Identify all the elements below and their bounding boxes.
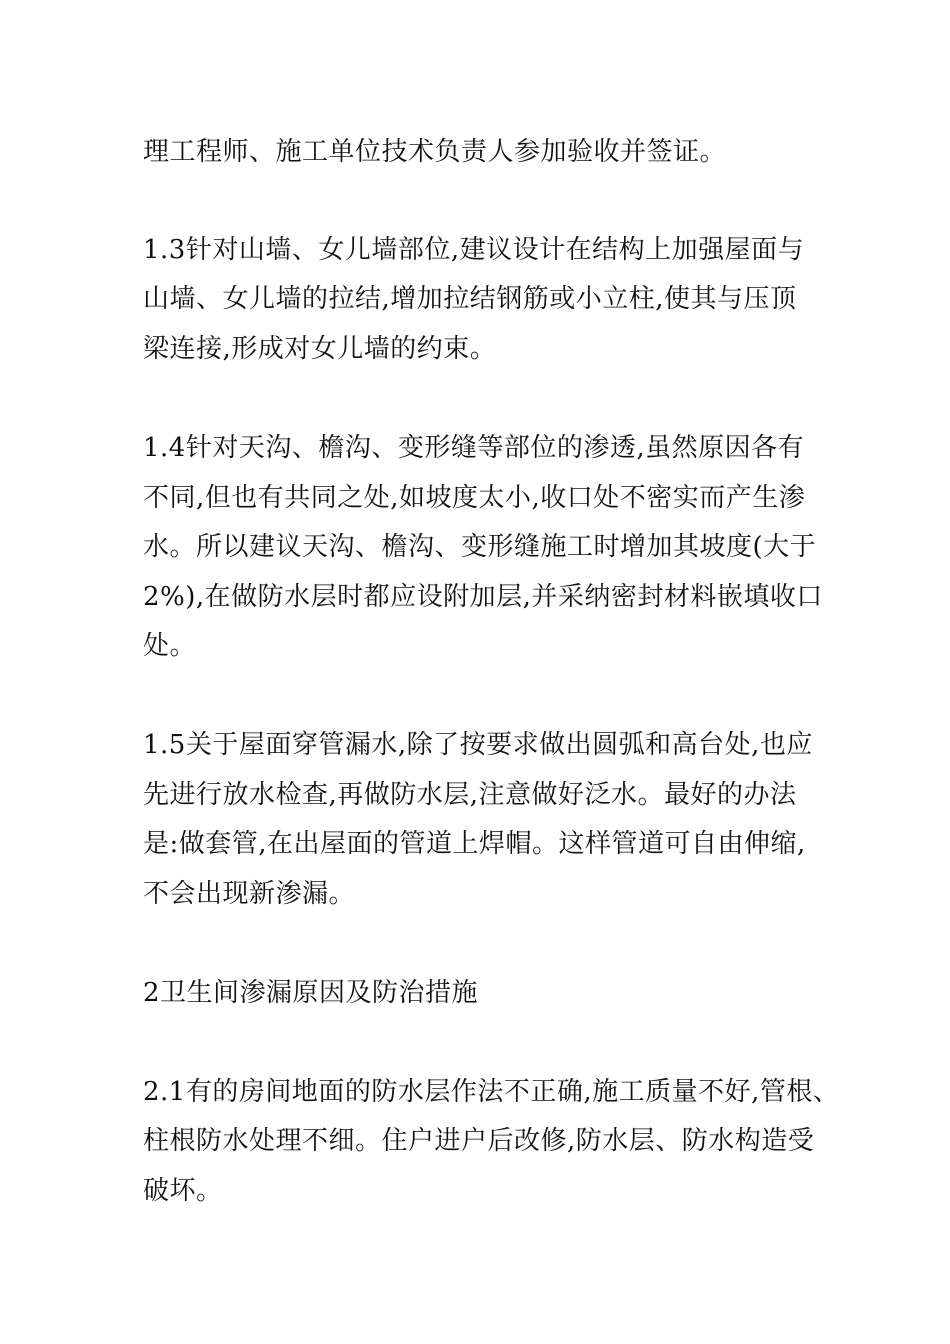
- text-line: 山墙、女儿墙的拉结,增加拉结钢筋或小立柱,使其与压顶: [143, 284, 797, 314]
- text-line: 2%),在做防水层时都应设附加层,并采纳密封材料嵌填收口: [143, 582, 823, 612]
- text-line: 不同,但也有共同之处,如坡度太小,收口处不密实而产生渗: [143, 483, 806, 513]
- text-line: 是:做套管,在出屋面的管道上焊帽。这样管道可自由伸缩,: [143, 829, 806, 859]
- text-line: 1.4针对天沟、檐沟、变形缝等部位的渗透,虽然原因各有: [143, 433, 805, 463]
- text-line: 梁连接,形成对女儿墙的约束。: [143, 334, 497, 364]
- text-line: 2.1有的房间地面的防水层作法不正确,施工质量不好,管根、: [143, 1077, 840, 1107]
- text-line: 理工程师、施工单位技术负责人参加验收并签证。: [143, 137, 727, 167]
- text-line: 柱根防水处理不细。住户进户后改修,防水层、防水构造受: [143, 1126, 815, 1156]
- text-line: 破坏。: [143, 1176, 223, 1206]
- text-line: 1.3针对山墙、女儿墙部位,建议设计在结构上加强屋面与: [143, 235, 805, 265]
- text-line: 水。所以建议天沟、檐沟、变形缝施工时增加其坡度(大于: [143, 532, 817, 562]
- text-line: 不会出现新渗漏。: [143, 879, 356, 909]
- section-heading: 2卫生间渗漏原因及防治措施: [143, 978, 479, 1008]
- text-line: 先进行放水检查,再做防水层,注意做好泛水。最好的办法: [143, 780, 797, 810]
- text-line: 处。: [143, 631, 197, 661]
- text-line: 1.5关于屋面穿管漏水,除了按要求做出圆弧和高台处,也应: [143, 730, 813, 760]
